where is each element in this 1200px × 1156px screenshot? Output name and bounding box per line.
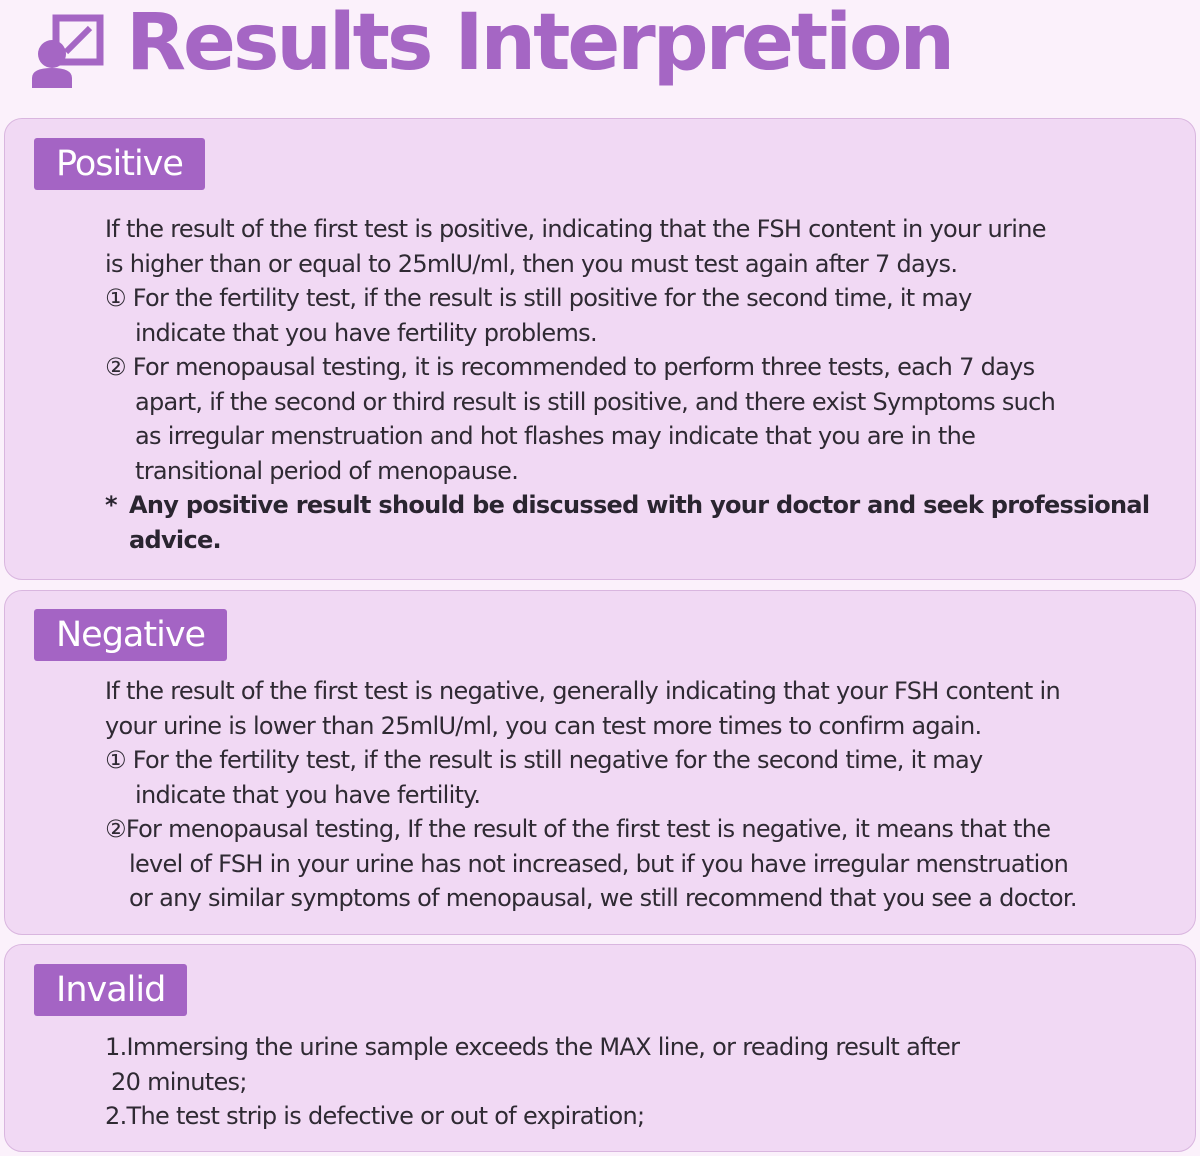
invalid-section xyxy=(4,944,1196,1152)
negative-line: level of FSH in your urine has not increased, but if you have irregular menstruation xyxy=(129,849,1069,878)
positive-body xyxy=(105,212,1155,557)
positive-line: is higher than or equal to 25mlU/ml, then you must test again after 7 days. xyxy=(105,249,958,278)
positive-label: Positive xyxy=(34,138,205,190)
positive-section xyxy=(4,118,1196,580)
positive-note: advice. xyxy=(129,525,221,554)
negative-line: or any similar symptoms of menopausal, we still recommend that you see a doctor. xyxy=(129,884,1077,912)
invalid-body xyxy=(105,1030,1155,1134)
invalid-label: Invalid xyxy=(34,964,187,1016)
positive-line: as irregular menstruation and hot flashes may indicate that you are in the xyxy=(135,422,976,450)
negative-section xyxy=(4,590,1196,935)
positive-line: apart, if the second or third result is still positive, and there exist Symptoms such xyxy=(135,387,1056,416)
positive-note xyxy=(105,488,1155,523)
note-marker: * xyxy=(105,491,117,519)
negative-line: ① For the fertility test, if the result is still negative for the second time, it may xyxy=(105,746,983,774)
page-header xyxy=(28,0,952,100)
page-title: Results Interpretion xyxy=(126,0,953,88)
negative-label: Negative xyxy=(34,609,227,661)
positive-line: ② For menopausal testing, it is recommended to perform three tests, each 7 days xyxy=(105,353,1035,381)
negative-line: your urine is lower than 25mlU/ml, you can test more times to confirm again. xyxy=(105,711,982,740)
positive-line: ① For the fertility test, if the result is still positive for the second time, it may xyxy=(105,284,972,312)
negative-line: ②For menopausal testing, If the result of the first test is negative, it means that the xyxy=(105,815,1051,843)
positive-line: indicate that you have fertility problems. xyxy=(135,318,597,347)
negative-line: indicate that you have fertility. xyxy=(135,780,481,809)
invalid-line: 1.Immersing the urine sample exceeds the MAX line, or reading result after xyxy=(105,1033,960,1061)
negative-body xyxy=(105,674,1155,916)
positive-line: transitional period of menopause. xyxy=(135,456,519,485)
positive-note-text: Any positive result should be discussed with your doctor and seek professional xyxy=(129,491,1150,519)
invalid-line: 2.The test strip is defective or out of expiration; xyxy=(105,1102,645,1130)
positive-line: If the result of the first test is positive, indicating that the FSH content in your urine xyxy=(105,215,1046,243)
invalid-line: 20 minutes; xyxy=(111,1067,247,1096)
negative-line: If the result of the first test is negative, generally indicating that your FSH content in xyxy=(105,677,1060,705)
test-report-icon xyxy=(28,12,104,88)
